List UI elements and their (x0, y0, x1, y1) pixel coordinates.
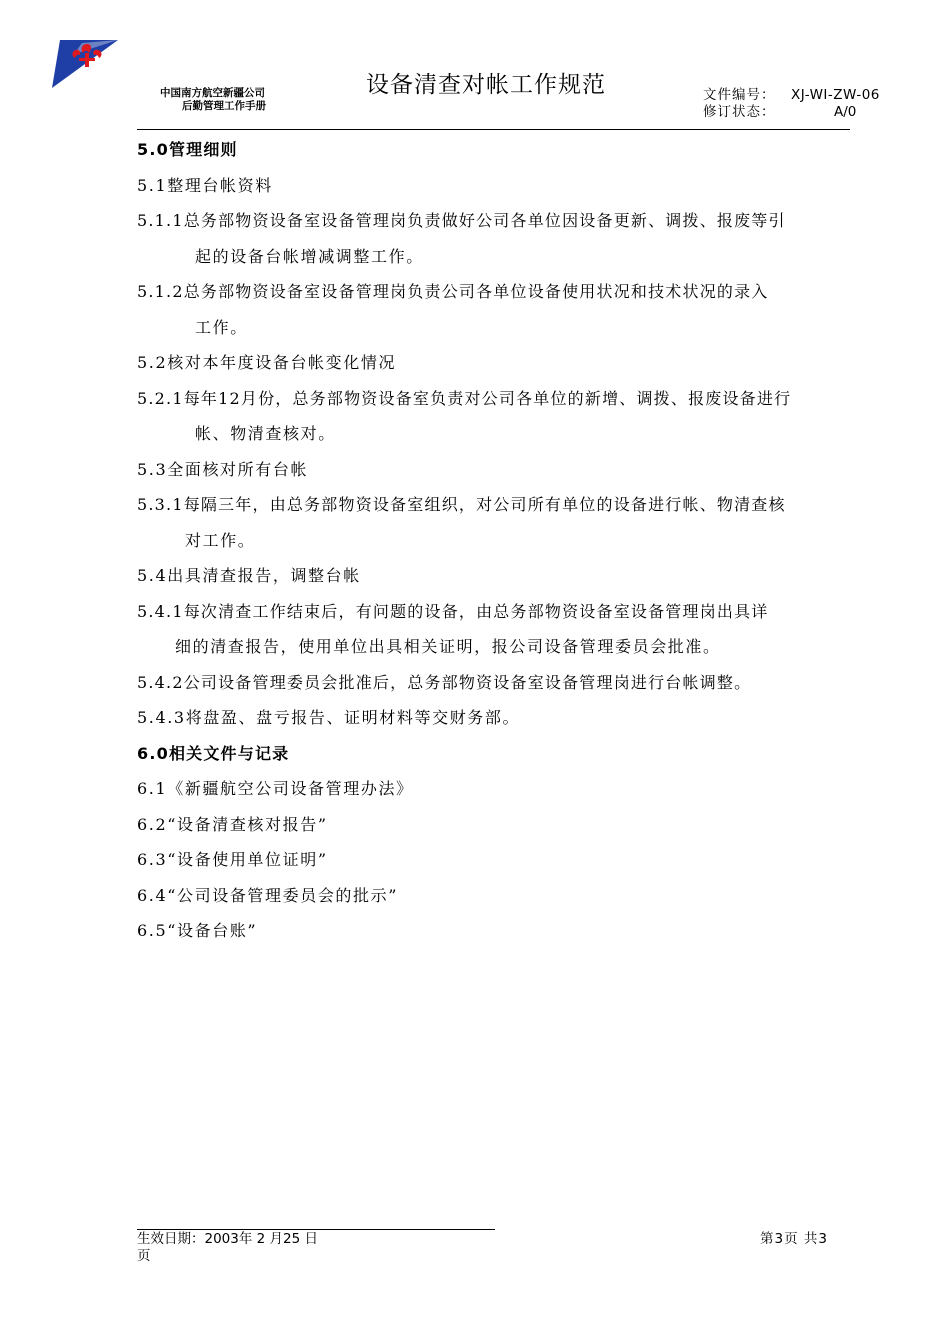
clause-text: 5.4.1每次清查工作结束后，有问题的设备，由总务部物资设备室设备管理岗出具详 (137, 601, 769, 621)
clause-text-continued: 工作。 (195, 317, 248, 337)
company-name-line1: 中国南方航空新疆公司 (160, 87, 265, 99)
reference-item: 6.4“公司设备管理委员会的批示” (137, 885, 399, 905)
document-body (137, 132, 857, 949)
doc-number-label: 文件编号： (703, 87, 776, 103)
reference-item: 6.5“设备台账” (137, 921, 258, 940)
subsection-heading: 5.2核对本年度设备台帐变化情况 (137, 353, 397, 372)
doc-number-value: XJ-WI-ZW-06 (791, 87, 880, 103)
footer-divider (137, 1229, 495, 1230)
clause-text: 5.3.1每隔三年，由总务部物资设备室组织，对公司所有单位的设备进行帐、物清查核 (137, 495, 786, 514)
section-heading: 6.0相关文件与记录 (137, 743, 290, 763)
revision-label: 修订状态： (703, 104, 776, 120)
reference-item: 6.3“设备使用单位证明” (137, 850, 328, 869)
effective-date-text: 生效日期：2003年 2 月25 日 (137, 1231, 318, 1247)
doc-number-row (703, 87, 903, 104)
revision-row (703, 104, 903, 121)
clause-text: 5.4.2公司设备管理委员会批准后，总务部物资设备室设备管理岗进行台帐调整。 (137, 672, 752, 692)
header-divider (137, 129, 850, 130)
reference-item: 6.1《新疆航空公司设备管理办法》 (137, 779, 414, 798)
clause-text-continued: 细的清查报告，使用单位出具相关证明，报公司设备管理委员会批准。 (175, 637, 721, 656)
subsection-heading: 5.1整理台帐资料 (137, 175, 273, 195)
clause-text: 5.4.3将盘盈、盘亏报告、证明材料等交财务部。 (137, 708, 521, 727)
effective-date-wrap: 页 (137, 1248, 151, 1264)
clause-text-continued: 起的设备台帐增减调整工作。 (195, 246, 424, 266)
company-name (160, 87, 266, 113)
document-meta (703, 87, 903, 121)
clause-text: 5.1.1总务部物资设备室设备管理岗负责做好公司各单位因设备更新、调拨、报废等引 (137, 211, 786, 230)
subsection-heading: 5.4出具清查报告，调整台帐 (137, 566, 361, 585)
company-logo-icon (52, 40, 118, 88)
clause-text-continued: 帐、物清查核对。 (195, 424, 336, 443)
document-title: 设备清查对帐工作规范 (366, 72, 606, 98)
section-heading: 5.0管理细则 (137, 140, 238, 159)
reference-item: 6.2“设备清查核对报告” (137, 814, 328, 834)
subsection-heading: 5.3全面核对所有台帐 (137, 459, 309, 479)
manual-name: 后勤管理工作手册 (182, 100, 266, 112)
clause-text: 5.2.1每年12月份，总务部物资设备室负责对公司各单位的新增、调拨、报废设备进行 (137, 388, 792, 408)
clause-text-continued: 对工作。 (185, 530, 256, 550)
page-number: 第3页 共3 (760, 1231, 828, 1247)
effective-date (137, 1231, 367, 1265)
clause-text: 5.1.2总务部物资设备室设备管理岗负责公司各单位设备使用状况和技术状况的录入 (137, 282, 769, 301)
revision-value: A/0 (834, 104, 857, 120)
